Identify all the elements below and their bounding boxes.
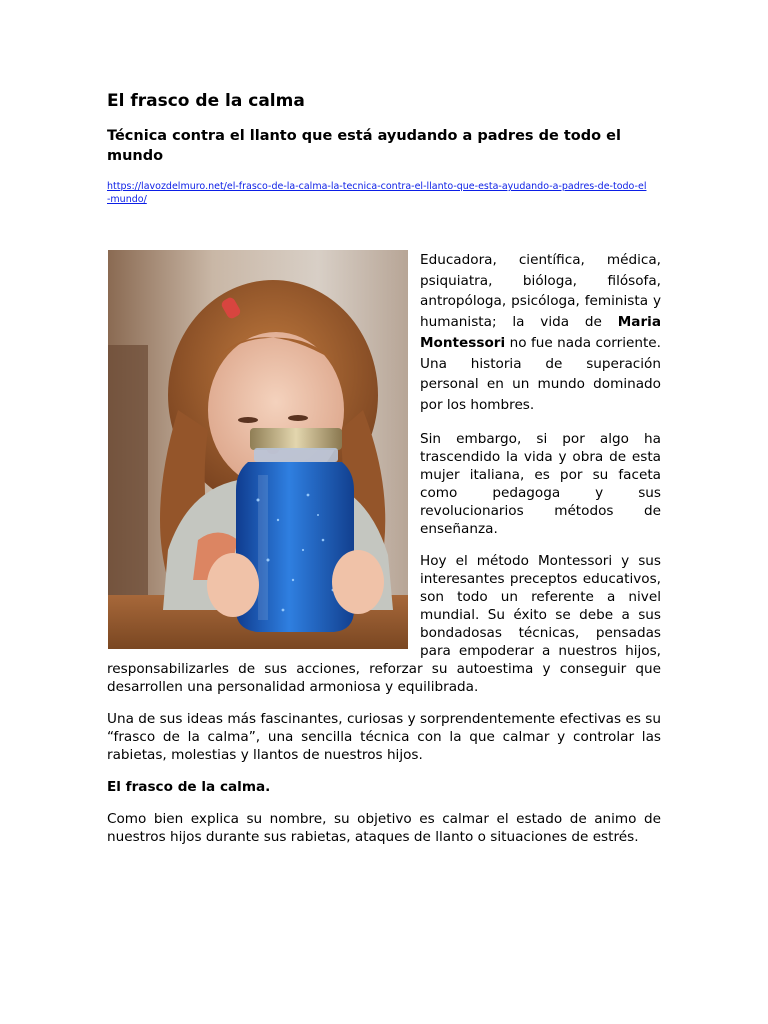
document-content bbox=[107, 90, 661, 860]
person-name: Maria Montessori bbox=[420, 314, 661, 351]
page-title: El frasco de la calma bbox=[107, 91, 305, 111]
source-link[interactable]: https://lavozdelmuro.net/el-frasco-de-la-calma-la-tecnica-contra-el-llanto-que-esta-ayudando-a-padres-de-todo-el-mundo/ bbox=[107, 181, 647, 205]
photo-girl-with-calm-jar-icon bbox=[108, 250, 408, 649]
section-heading: El frasco de la calma. bbox=[107, 778, 271, 795]
paragraph-method: Hoy el método Montessori y sus interesantes preceptos educativos, son todo un referente a nivel mundial. Su éxito se debe a sus bondadosas técnicas, pensadas para empoderar a nuestros hijos, responsabilizarles de sus acciones, reforzar su autoestima y conseguir que desarrollen una personalidad armoniosa y equilibrada. bbox=[107, 552, 661, 695]
paragraph-calm-jar-idea: Una de sus ideas más fascinantes, curiosas y sorprendentemente efectivas es su “frasco de la calma”, una sencilla técnica con la que calmar y controlar las rabietas, molestias y llantos de nuestros hijos. bbox=[107, 710, 661, 763]
paragraph-intro-end: no fue nada corriente. Una historia de superación personal en un mundo dominado por los hombres. bbox=[420, 334, 661, 413]
paragraph-pedagogy: Sin embargo, si por algo ha trascendido la vida y obra de esta mujer italiana, es por su faceta como pedagoga y sus revolucionarios métodos de enseñanza. bbox=[420, 430, 661, 537]
paragraph-objective: Como bien explica su nombre, su objetivo es calmar el estado de animo de nuestros hijos durante sus rabietas, ataques de llanto o situaciones de estrés. bbox=[107, 810, 661, 845]
paragraph-intro-start: Educadora, científica, médica, psiquiatra, bióloga, filósofa, antropóloga, psicóloga, feminista y humanista; la vida de bbox=[420, 252, 661, 331]
page-subtitle: Técnica contra el llanto que está ayudando a padres de todo el mundo bbox=[107, 128, 621, 164]
photo-girl-with-calm-jar bbox=[108, 250, 408, 649]
